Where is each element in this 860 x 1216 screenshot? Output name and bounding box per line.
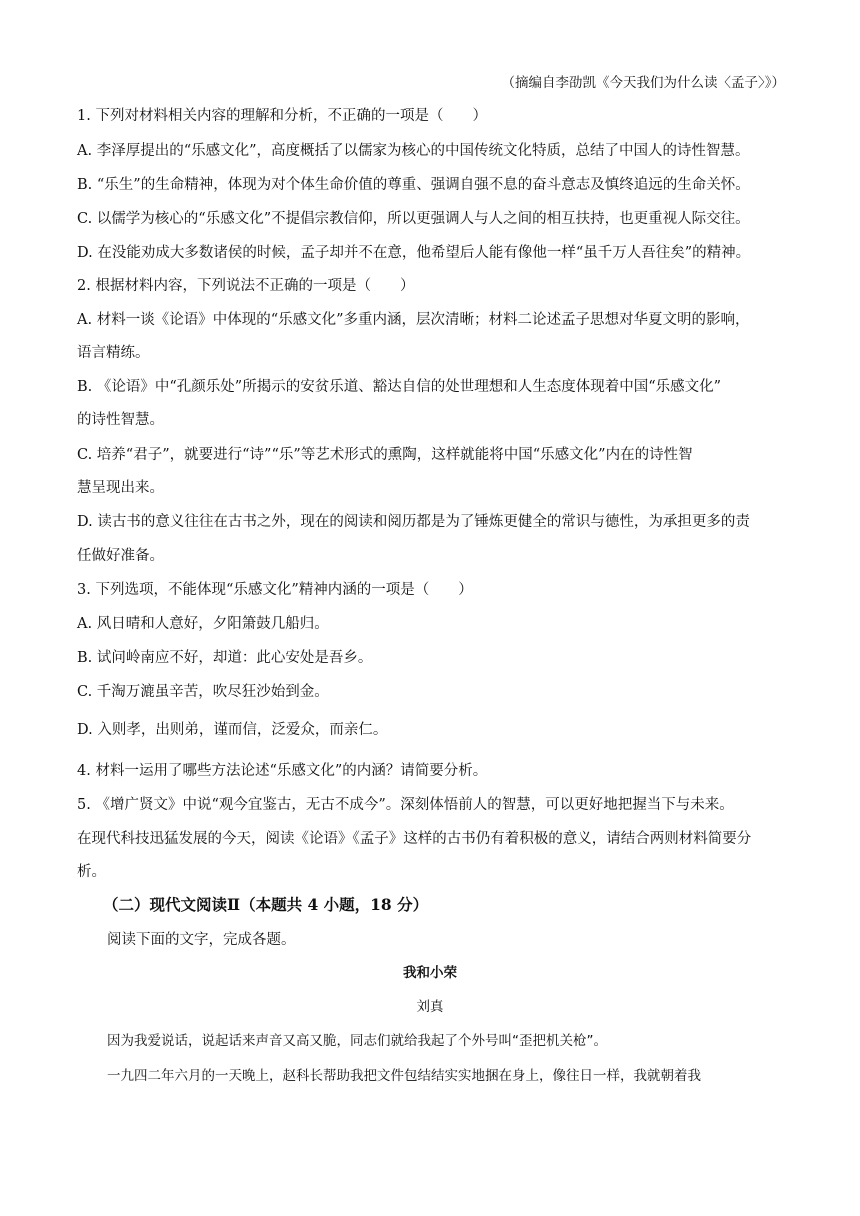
- question-5-line-3: 析。: [77, 864, 106, 880]
- question-2-option-c-cont: 慧呈现出来。: [77, 480, 164, 496]
- question-3-option-c: C. 千淘万漉虽辛苦，吹尽狂沙始到金。: [77, 684, 329, 700]
- question-3-stem: 3. 下列选项，不能体现“乐感文化”精神内涵的一项是（ ）: [77, 582, 473, 598]
- section-heading: （二）现代文阅读Ⅱ（本题共 4 小题，18 分）: [103, 895, 429, 914]
- question-2-option-a: A. 材料一谈《论语》中体现的“乐感文化”多重内涵，层次清晰；材料二论述孟子思想对华夏文明的影响，: [77, 312, 750, 328]
- question-5-line-1: 5. 《增广贤文》中说“观今宜鉴古，无古不成今”。深刻体悟前人的智慧，可以更好地把握当下与未来。: [77, 797, 734, 813]
- question-1-option-a: A. 李泽厚提出的“乐感文化”，高度概括了以儒家为核心的中国传统文化特质，总结了中国人的诗性智慧。: [77, 143, 750, 159]
- article-author: 刘真: [416, 999, 444, 1015]
- question-2-option-d: D. 读古书的意义往往在古书之外，现在的阅读和阅历都是为了锤炼更健全的常识与德性，为承担更多的责: [77, 514, 750, 530]
- question-2-option-c: C. 培养“君子”，就要进行“诗”“乐”等艺术形式的熏陶，这样就能将中国“乐感文化”内在的诗性智: [77, 447, 693, 463]
- article-title: 我和小荣: [403, 965, 457, 981]
- article-paragraph-2: 一九四二年六月的一天晚上，赵科长帮助我把文件包结结实实地捆在身上，像往日一样，我就朝着我: [107, 1068, 701, 1084]
- question-2-stem: 2. 根据材料内容，下列说法不正确的一项是（ ）: [77, 278, 415, 294]
- question-4-stem: 4. 材料一运用了哪些方法论述“乐感文化”的内涵？请简要分析。: [77, 763, 488, 779]
- question-2-option-b: B. 《论语》中“孔颜乐处”所揭示的安贫乐道、豁达自信的处世理想和人生态度体现着中国“乐感文化”: [77, 379, 722, 395]
- question-3-option-d: D. 入则孝，出则弟，谨而信，泛爱众，而亲仁。: [77, 722, 388, 738]
- question-3-option-a: A. 风日晴和人意好，夕阳箫鼓几船归。: [77, 616, 329, 632]
- question-1-option-d: D. 在没能劝成大多数诸侯的时候，孟子却并不在意，他希望后人能有像他一样“虽千万人吾往矣”的精神。: [77, 245, 751, 261]
- question-5-line-2: 在现代科技迅猛发展的今天，阅读《论语》《孟子》这样的古书仍有着积极的意义，请结合两则材料简要分: [77, 831, 752, 847]
- question-2-option-b-cont: 的诗性智慧。: [77, 412, 164, 428]
- question-2-option-d-cont: 任做好准备。: [77, 548, 164, 564]
- question-1-option-b: B. “乐生”的生命精神，体现为对个体生命价值的尊重、强调自强不息的奋斗意志及慎终追远的生命关怀。: [77, 177, 750, 193]
- section-instruction: 阅读下面的文字，完成各题。: [107, 932, 296, 948]
- source-citation: （摘编自李劭凯《今天我们为什么读〈孟子〉》）: [501, 75, 785, 91]
- question-3-option-b: B. 试问岭南应不好，却道：此心安处是吾乡。: [77, 650, 373, 666]
- question-1-stem: 1. 下列对材料相关内容的理解和分析，不正确的一项是（ ）: [77, 108, 487, 124]
- question-1-option-c: C. 以儒学为核心的“乐感文化”不提倡宗教信仰，所以更强调人与人之间的相互扶持，也更重视人际交往。: [77, 211, 750, 227]
- question-2-option-a-cont: 语言精练。: [77, 345, 150, 361]
- article-paragraph-1: 因为我爱说话，说起话来声音又高又脆，同志们就给我起了个外号叫“歪把机关枪”。: [107, 1033, 607, 1049]
